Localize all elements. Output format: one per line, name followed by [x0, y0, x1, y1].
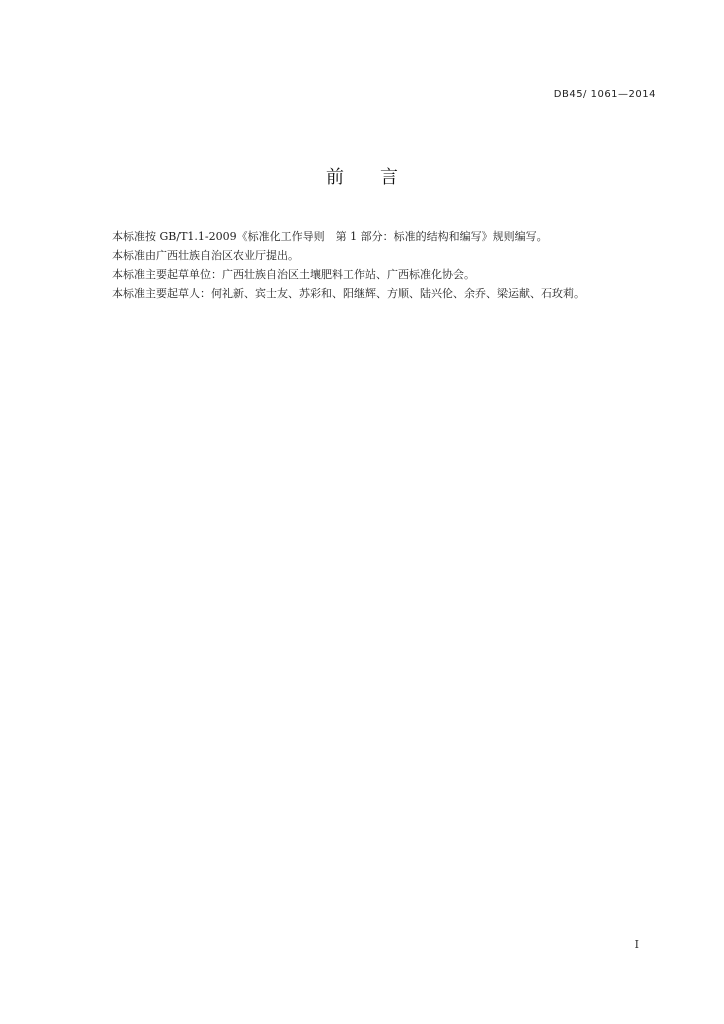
paragraph-drafting-units: 本标准主要起草单位：广西壮族自治区土壤肥料工作站、广西标准化协会。 [112, 268, 475, 281]
document-code: DB45/ 1061—2014 [553, 89, 656, 100]
section-title: 前 言 [326, 167, 398, 188]
paragraph-drafting-rules: 本标准按 GB/T1.1-2009《标准化工作导则 第 1 部分：标准的结构和编写》规则编写。 [112, 230, 548, 243]
foreword-body [112, 227, 672, 303]
paragraph-drafters: 本标准主要起草人：何礼新、宾士友、苏彩和、阳继辉、方顺、陆兴伦、余乔、梁运献、石玫莉。 [112, 287, 585, 300]
page-number: I [634, 938, 639, 951]
paragraph-proposer: 本标准由广西壮族自治区农业厅提出。 [112, 249, 299, 262]
